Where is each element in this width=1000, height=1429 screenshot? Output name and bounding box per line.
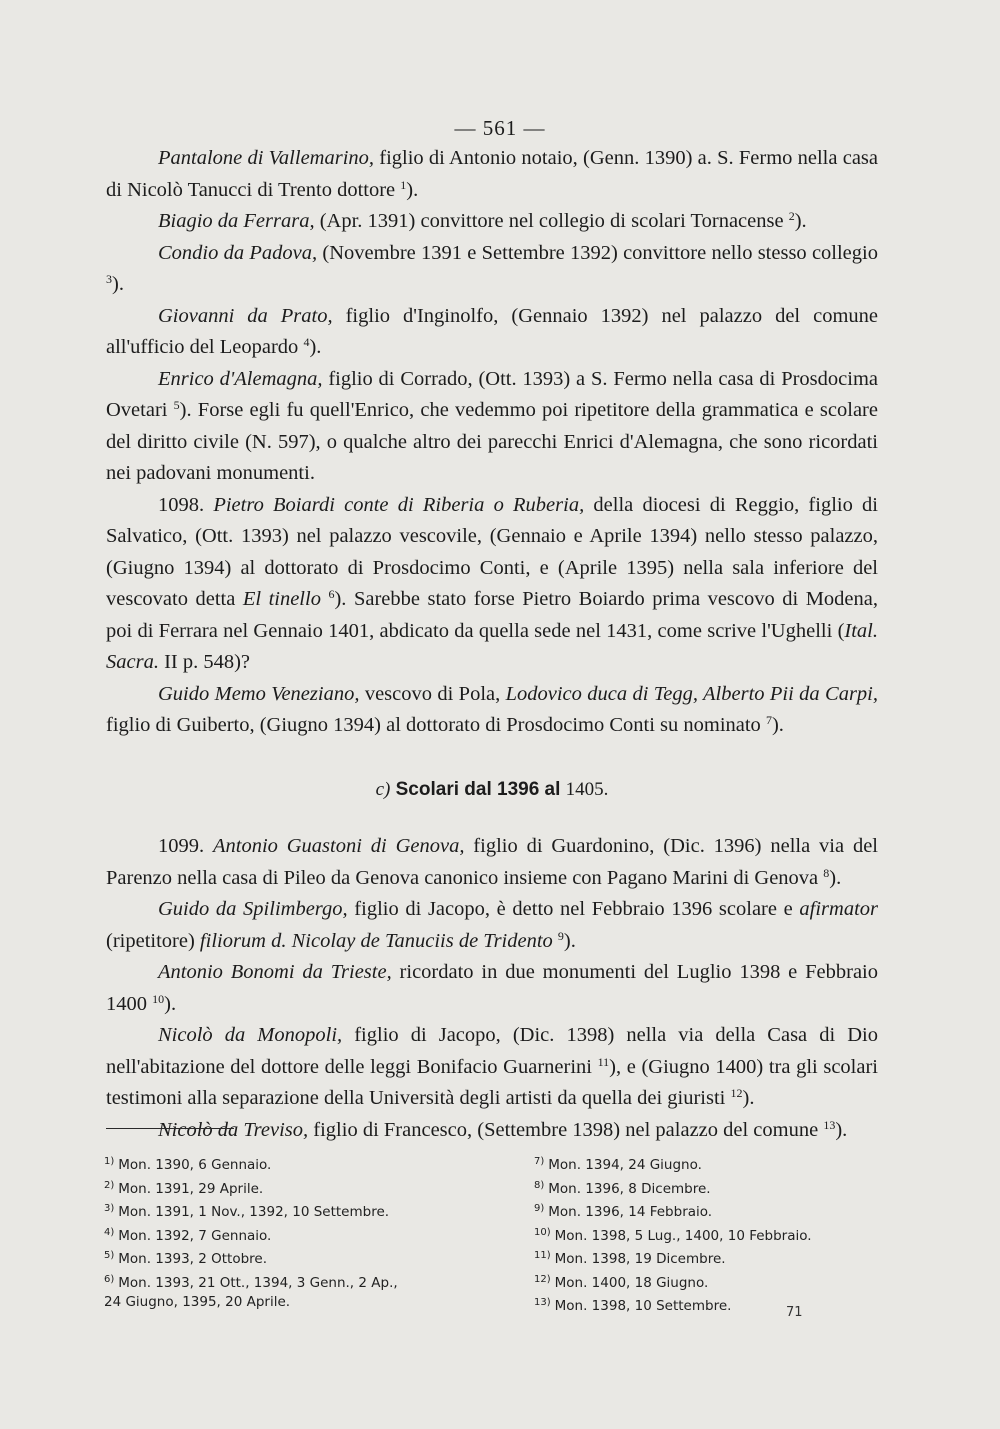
footnote: $^{13)}$ Mon. 1398, 10 Settembre. [534,1297,732,1314]
footnote: $^{10)}$ Mon. 1398, 5 Lug., 1400, 10 Febbraio. [534,1226,812,1244]
entry-antonio-bonomi: Antonio Bonomi da Trieste, ricordato in due monumenti del Luglio 1398 e Febbraio 1400 $^{10}$). [106,961,878,1015]
footnote: $^{8)}$ Mon. 1396, 8 Dicembre. [534,1179,711,1197]
footnote: $^{11)}$ Mon. 1398, 19 Dicembre. [534,1250,726,1267]
footnote-ref: 12 [730,1086,743,1100]
body-text [106,143,878,1146]
entry-guido-spilimbergo: Guido da Spilimbergo, figlio di Jacopo, è detto nel Febbraio 1396 scolare e afirmator (ripetitore) filiorum d. Nicolay de Tanuciis de Tridento $^9$). [106,898,878,952]
entry-enrico: Enrico d'Alemagna, figlio di Corrado, (Ott. 1393) a S. Fermo nella casa di Prosdocima Ovetari $^5$). Forse egli fu quell'Enrico, che vedemmo poi ripetitore della grammatica e scolare del diritto civile (N. 597), o qualche altro dei parecchi Enrici d'Alemagna, che sono ricordati nei padovani monumenti. [106,367,878,484]
footnote-ref: 13 [823,1117,836,1132]
footnote-ref: 6 [328,587,335,601]
footnote: $^{7)}$ Mon. 1394, 24 Giugno. [534,1156,702,1173]
entry-number: 1098. [158,493,205,516]
signature-number: 71 [786,1305,803,1320]
footnote-divider [106,1128,234,1129]
footnote: $^{6)}$ Mon. 1393, 21 Ott., 1394, 3 Genn., 2 Ap., [104,1273,398,1291]
footnote-continuation: 24 Giugno, 1395, 20 Aprile. [104,1294,291,1310]
entry-biagio: Biagio da Ferrara, (Apr. 1391) convittore nel collegio di scolari Tornacense $^2$). [158,209,807,232]
footnote: $^{12)}$ Mon. 1400, 18 Giugno. [534,1273,709,1291]
footnote: $^{3)}$ Mon. 1391, 1 Nov., 1392, 10 Settembre. [104,1203,390,1220]
footnote-ref: 3 [106,272,112,286]
footnotes-left-column [104,1152,484,1313]
footnote: $^{9)}$ Mon. 1396, 14 Febbraio. [534,1203,713,1220]
footnote-ref: 7 [765,713,772,727]
section-heading: c) Scolari dal 1396 al 1405. [375,778,609,800]
footnote-ref: 4 [303,335,310,349]
entry-nicolo-treviso: Nicolò da Treviso, figlio di Francesco, (Settembre 1398) nel palazzo del comune $^{13}$). [158,1117,848,1141]
footnote: $^{2)}$ Mon. 1391, 29 Aprile. [104,1179,264,1197]
entry-1099: 1099. Antonio Guastoni di Genova, figlio di Guardonino, (Dic. 1396) nella via del Parenzo nella casa di Pileo da Genova canonico insieme con Pagano Marini di Genova $^8$). [106,835,878,889]
footnote-ref: 8 [823,865,830,880]
footnote: $^{5)}$ Mon. 1393, 2 Ottobre. [104,1250,268,1267]
footnote-ref: 1 [400,177,407,192]
footnotes-right-column [534,1152,864,1317]
page-number: — 561 — [454,116,546,140]
footnote-ref: 5 [173,398,180,412]
entry-pantalone: Pantalone di Vallemarino, figlio di Antonio notaio, (Genn. 1390) a. S. Fermo nella casa di Nicolò Tanucci di Trento dottore $^1$). [106,147,878,201]
footnote-ref: 2 [788,209,795,223]
entry-number: 1099. [158,835,205,857]
footnote: $^{1)}$ Mon. 1390, 6 Gennaio. [104,1156,272,1173]
entry-guido-memo: Guido Memo Veneziano, vescovo di Pola, Lodovico duca di Tegg, Alberto Pii da Carpi, figlio di Guiberto, (Giugno 1394) al dottorato di Prosdocimo Conti su nominato $^7$). [106,682,878,736]
footnote-ref: 10 [152,991,165,1006]
entry-condio: Condio da Padova, (Novembre 1391 e Settembre 1392) convittore nello stesso collegio $^3$). [106,241,878,295]
entry-1098: 1098. Pietro Boiardi conte di Riberia o Ruberia, della diocesi di Reggio, figlio di Salvatico, (Ott. 1393) nel palazzo vescovile, (Gennaio e Aprile 1394) nello stesso palazzo, (Giugno 1394) al dottorato di Prosdocimo Conti, e (Aprile 1395) nella sala inferiore del vescovato detta El tinello $^6$). Sarebbe stato forse Pietro Boiardo prima vescovo di Modena, poi di Ferrara nel Gennaio 1401, abdicato da quella sede nel 1431, come scrive l'Ughelli (Ital. Sacra. II p. 548)? [106,493,879,673]
entry-giovanni: Giovanni da Prato, figlio d'Inginolfo, (Gennaio 1392) nel palazzo del comune all'ufficio del Leopardo $^4$). [106,304,878,358]
footnote: $^{4)}$ Mon. 1392, 7 Gennaio. [104,1226,272,1244]
footnote-ref: 9 [557,928,564,943]
entry-nicolo-monopoli: Nicolò da Monopoli, figlio di Jacopo, (Dic. 1398) nella via della Casa di Dio nell'abitazione del dottore delle leggi Bonifacio Guarnerini $^{11}$), e (Giugno 1400) tra gli scolari testimoni alla separazione della Università degli artisti da quella dei giuristi $^{12}$). [106,1024,878,1109]
footnote-ref: 11 [597,1054,610,1069]
